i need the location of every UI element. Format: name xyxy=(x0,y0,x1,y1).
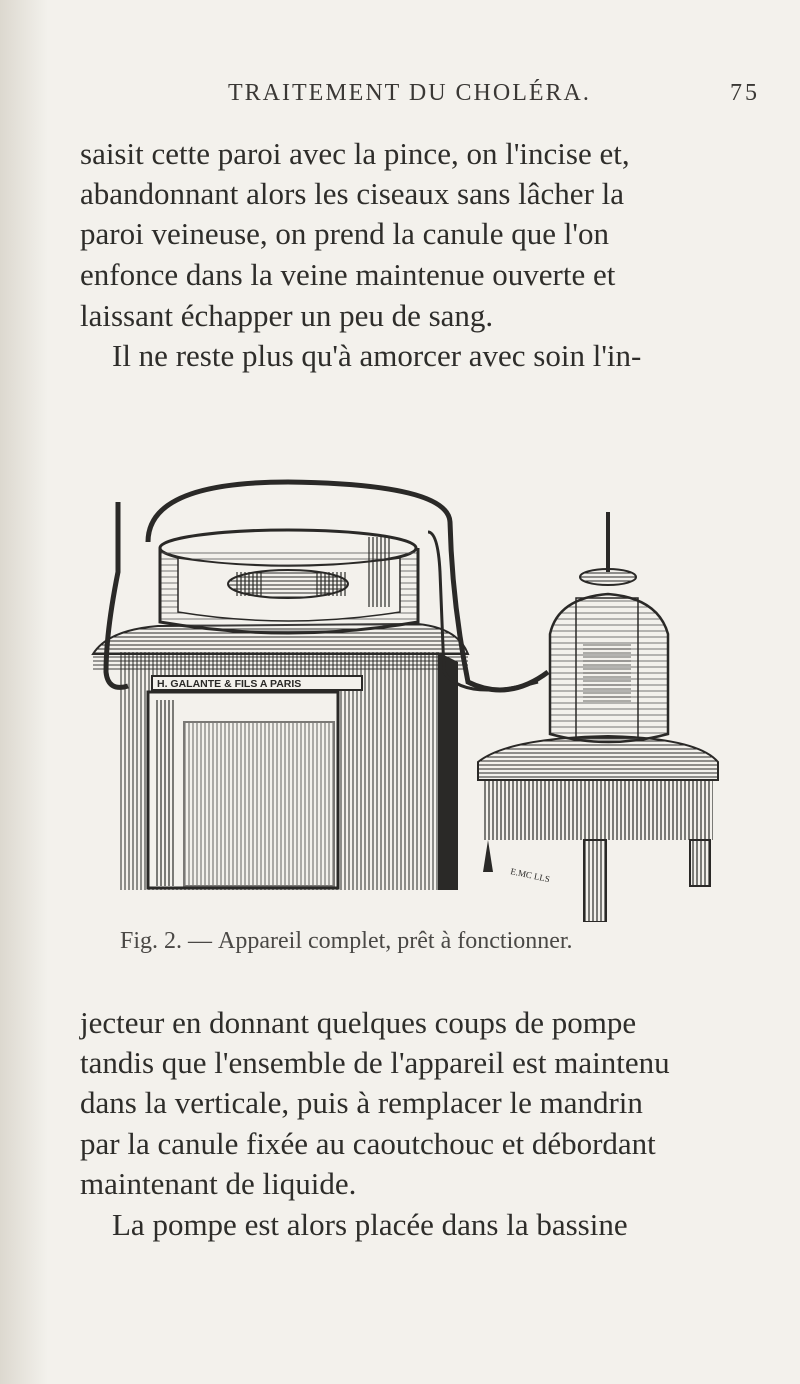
text-line: jecteur en donnant quelques coups de pompe xyxy=(80,1005,637,1040)
text-line: tandis que l'ensemble de l'appareil est maintenu xyxy=(80,1045,670,1080)
basin xyxy=(160,530,418,633)
text-line: La pompe est alors placée dans la bassine xyxy=(112,1207,628,1242)
stool xyxy=(478,736,718,922)
caption-label: Fig. 2. — xyxy=(120,928,213,954)
text-line: abandonnant alors les ciseaux sans lâcher la xyxy=(80,176,625,211)
caption-text: Appareil complet, prêt à fonctionner. xyxy=(218,928,573,954)
page-number: 75 xyxy=(730,80,760,106)
running-title: TRAITEMENT DU CHOLÉRA. xyxy=(228,80,591,106)
page-gutter-shadow xyxy=(0,0,48,1384)
apparatus-illustration xyxy=(88,372,728,922)
text-line: par la canule fixée au caoutchouc et débordant xyxy=(80,1126,656,1161)
text-line: dans la verticale, puis à remplacer le mandrin xyxy=(80,1085,643,1120)
text-line: laissant échapper un peu de sang. xyxy=(80,298,494,333)
text-line: saisit cette paroi avec la pince, on l'incise et, xyxy=(80,136,630,171)
text-line: Il ne reste plus qu'à amorcer avec soin l'in- xyxy=(112,338,642,373)
engraver-signature: E.MC LLS xyxy=(509,866,551,885)
page-header xyxy=(0,80,800,116)
maker-plate-text: H. GALANTE & FILS A PARIS xyxy=(157,678,302,690)
text-line: paroi veineuse, on prend la canule que l'on xyxy=(80,216,609,251)
glass-bottle xyxy=(550,512,668,742)
text-line: enfonce dans la veine maintenue ouverte et xyxy=(80,257,616,292)
cabinet xyxy=(118,652,458,890)
text-line: maintenant de liquide. xyxy=(80,1166,357,1201)
figure-caption xyxy=(120,928,579,955)
